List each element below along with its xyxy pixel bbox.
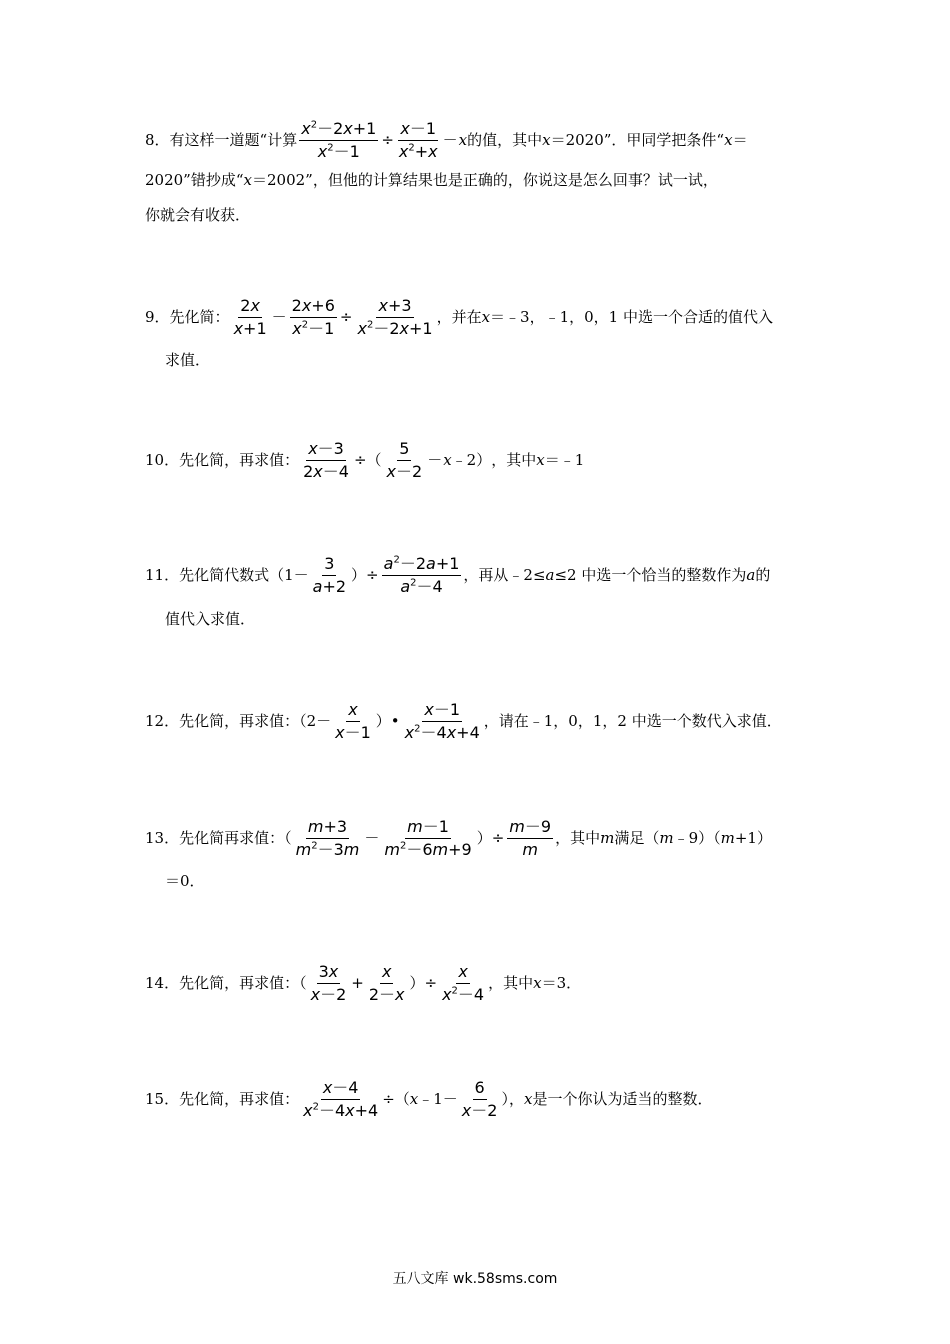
fraction: $\frac{x}{x-1}$ <box>335 699 371 742</box>
problem-text: ，再从﹣2≤ <box>463 566 546 584</box>
problem-text: 先化简代数式（1－ <box>179 566 309 584</box>
fraction: $\frac{x}{x^2-4}$ <box>442 961 485 1004</box>
problem-8-line-3 <box>145 200 815 230</box>
problem-text: ，其中 <box>491 451 537 469</box>
fraction: $\frac{m+3}{m^2-3m}$ <box>295 816 360 859</box>
problem-text: 是一个你认为适当的整数． <box>532 1090 713 1108</box>
problem-10-line-1: 10． 先化简，再求值： $\frac{x-3}{2x-4}$ ÷（ $\frac{5}{x-2}$ － x ﹣2） ，其中 x ＝﹣1 <box>145 438 585 481</box>
problem-11-line-1: 11． 先化简代数式（1－ $\frac{3}{a+2}$ ）÷ $\frac{a^2-2a+1}{a^2-4}$ ，再从﹣2≤ a ≤2 中选一个恰当的整数作为 a 的 <box>145 553 771 596</box>
problem-text: ＝ <box>732 131 748 149</box>
problem-number: 10． <box>145 451 180 469</box>
problem-text: ﹣1－ <box>418 1090 458 1108</box>
problem-9-line-1: 9． 先化简： $\frac{2x}{x+1}$ － $\frac{2x+6}{x^2-1}$ ÷ $\frac{x+3}{x^2-2x+1}$ ，并在 x ＝﹣3，﹣1，0，1 中选一个合适的值代入 <box>145 295 773 338</box>
fraction: $\frac{2x}{x+1}$ <box>233 295 267 338</box>
problem-text: 满足（ <box>614 829 660 847</box>
problem-text: 的 <box>755 566 771 584</box>
fraction: $\frac{6}{x-2}$ <box>461 1077 498 1120</box>
problem-13-line-2 <box>145 861 815 901</box>
problem-text: 先化简，再求值：（ <box>179 974 307 992</box>
problem-8-line-2: 2020”错抄成“ x ＝2002”，但他的计算结果也是正确的，你说这是怎么回事？试一试， <box>145 160 815 200</box>
problem-number: 11． <box>145 566 180 584</box>
problem-14-line-1: 14． 先化简，再求值：（ $\frac{3x}{x-2}$ + $\frac{x}{2-x}$ ）÷ $\frac{x}{x^2-4}$ ，其中 x ＝3． <box>145 961 582 1004</box>
problem-11 <box>145 553 815 641</box>
problem-9-line-2 <box>145 339 815 381</box>
problem-text: 先化简，再求值：（2－ <box>179 712 332 730</box>
fraction: $\frac{x}{2-x}$ <box>368 961 405 1004</box>
problem-text: ，请在﹣1，0，1，2 中选一个数代入求值． <box>483 712 782 730</box>
problem-number: 9． <box>145 308 170 326</box>
fraction: $\frac{x^2-2x+1}{x^2-1}$ <box>301 118 377 161</box>
problem-13-line-1: 13． 先化简再求值：（ $\frac{m+3}{m^2-3m}$ － $\frac{m-1}{m^2-6m+9}$ ）÷ $\frac{m-9}{m}$ ，其中 m 满足（ m ﹣9）（ m +1） <box>145 816 772 859</box>
problem-text: ÷（ <box>382 1090 410 1108</box>
fraction: $\frac{a^2-2a+1}{a^2-4}$ <box>383 553 460 596</box>
fraction: $\frac{m-1}{m^2-6m+9}$ <box>384 816 472 859</box>
problem-text: 先化简，再求值： <box>179 1090 300 1108</box>
fraction: $\frac{x+3}{x^2-2x+1}$ <box>357 295 433 338</box>
problem-text: ＝﹣3，﹣1，0，1 中选一个合适的值代入 <box>490 308 773 326</box>
footer-watermark: 五八文库 wk.58sms.com <box>392 1271 558 1287</box>
problem-text: 先化简： <box>169 308 230 326</box>
problem-text: 的值，其中 <box>467 131 543 149</box>
problem-text: +1） <box>734 829 772 847</box>
problem-text: ＝﹣1 <box>544 451 585 469</box>
problem-text: ）， <box>501 1090 524 1108</box>
fraction: $\frac{2x+6}{x^2-1}$ <box>291 295 335 338</box>
problem-number: 14． <box>145 974 180 992</box>
problem-text: 值代入求值． <box>165 610 256 628</box>
problem-12-line-1: 12． 先化简，再求值：（2－ $\frac{x}{x-1}$ ）• $\frac{x-1}{x^2-4x+4}$ ，请在﹣1，0，1，2 中选一个数代入求值． <box>145 699 782 742</box>
problem-text: ，其中 <box>488 974 534 992</box>
problem-text: ，并在 <box>436 308 482 326</box>
problem-text: ＝0． <box>165 872 205 890</box>
problem-14 <box>145 960 815 1006</box>
problem-text: 先化简再求值：（ <box>179 829 292 847</box>
fraction: $\frac{x-1}{x^2-4x+4}$ <box>404 699 480 742</box>
fraction: $\frac{3}{a+2}$ <box>312 553 347 596</box>
problem-9 <box>145 295 815 381</box>
problem-text: ≤2 中选一个恰当的整数作为 <box>554 566 747 584</box>
problem-text: ＝2002”，但他的计算结果也是正确的，你说这是怎么回事？试一试， <box>251 171 718 189</box>
problem-8-line-1: 8． 有这样一道题“计算 $\frac{x^2-2x+1}{x^2-1}$ ÷ $\frac{x-1}{x^2+x}$ － x 的值，其中 x ＝2020”．甲同学把条件“ x ＝ <box>145 118 748 161</box>
problem-text: 有这样一道题“计算 <box>169 131 298 149</box>
problem-15 <box>145 1076 815 1122</box>
problem-number: 12． <box>145 712 180 730</box>
problem-8 <box>145 120 815 230</box>
fraction: $\frac{x-3}{2x-4}$ <box>303 438 349 481</box>
problem-number: 13． <box>145 829 180 847</box>
problem-text: ，其中 <box>555 829 601 847</box>
problem-text: ＝2020”．甲同学把条件“ <box>550 131 725 149</box>
problem-13 <box>145 815 815 901</box>
problem-text: 先化简，再求值： <box>179 451 300 469</box>
fraction: $\frac{5}{x-2}$ <box>386 438 423 481</box>
fraction: $\frac{3x}{x-2}$ <box>310 961 347 1004</box>
problem-text: 你就会有收获． <box>145 206 251 224</box>
problem-number: 15． <box>145 1090 180 1108</box>
problem-text: 2020”错抄成“ <box>145 171 244 189</box>
problem-text: ＝3． <box>541 974 582 992</box>
problem-10 <box>145 438 815 482</box>
fraction: $\frac{x-4}{x^2-4x+4}$ <box>303 1077 379 1120</box>
fraction: $\frac{x-1}{x^2+x}$ <box>398 118 438 161</box>
problem-number: 8． <box>145 131 170 149</box>
fraction: $\frac{m-9}{m}$ <box>509 816 552 859</box>
problem-15-line-1: 15． 先化简，再求值： $\frac{x-4}{x^2-4x+4}$ ÷（ x ﹣1－ $\frac{6}{x-2}$ ）， x 是一个你认为适当的整数． <box>145 1077 713 1120</box>
problem-11-line-2 <box>145 597 815 641</box>
problem-12 <box>145 698 815 744</box>
problem-text: ﹣9）（ <box>673 829 721 847</box>
problem-text: 求值． <box>165 351 211 369</box>
